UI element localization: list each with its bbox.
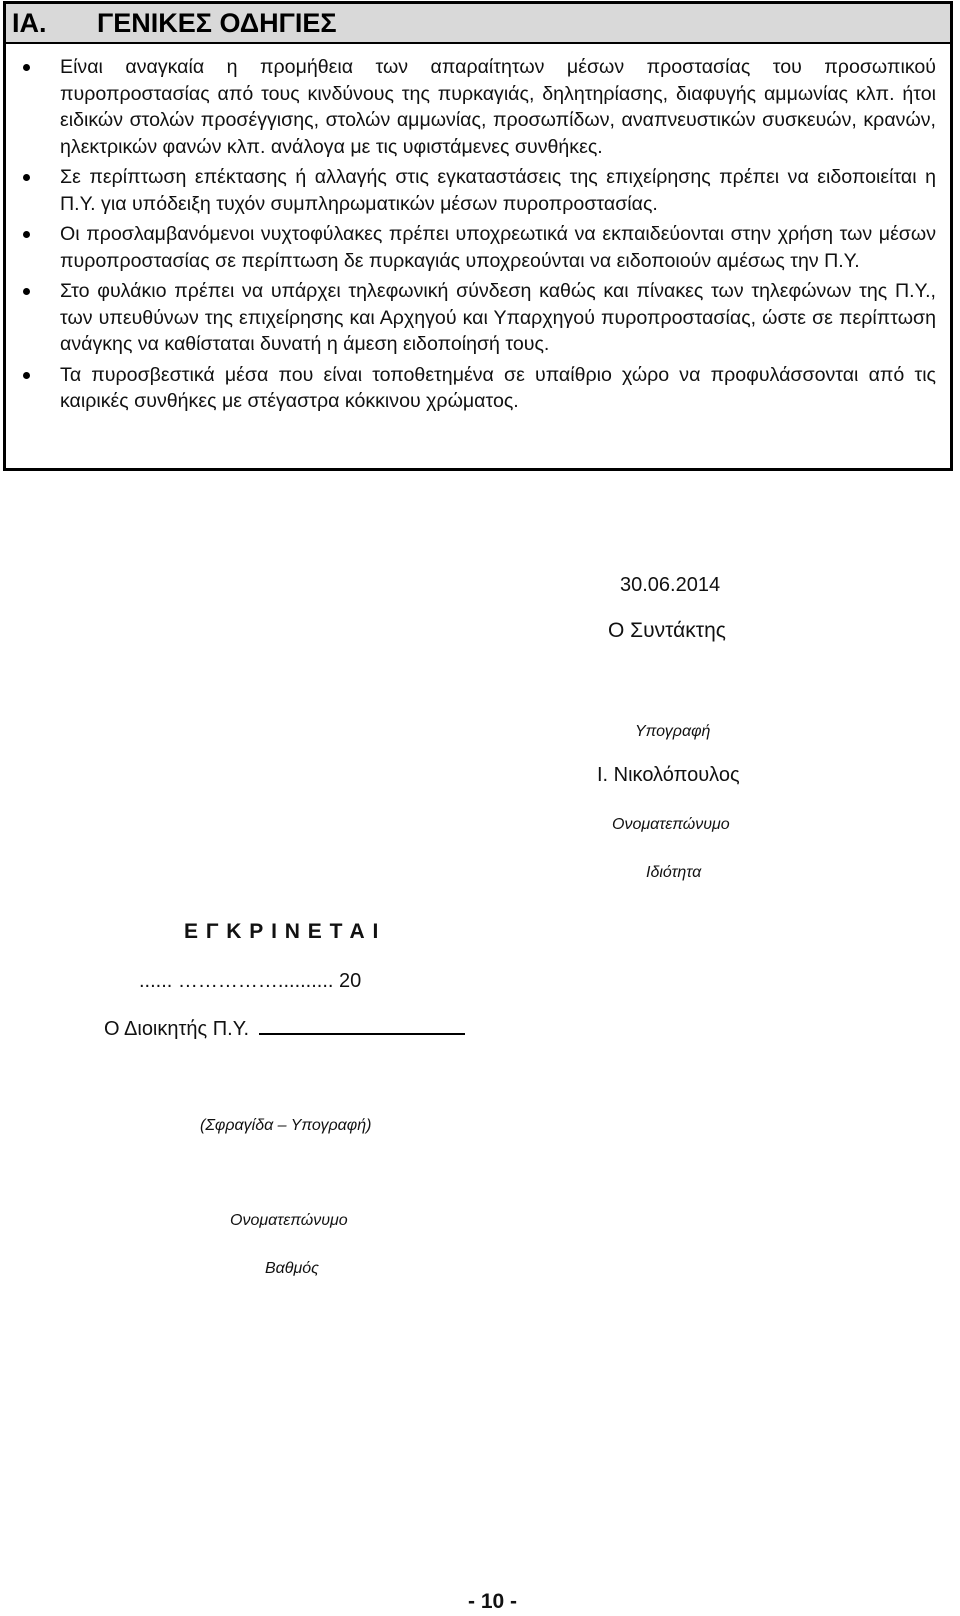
general-instructions-box bbox=[3, 1, 953, 471]
list-item-text: Οι προσλαμβανόμενοι νυχτοφύλακες πρέπει υποχρεωτικά να εκπαιδεύονται στην χρήση των μέσων πυροπροστασίας σε περίπτωση δε πυρκαγιάς υποχρεούνται να ειδοποιούν αμέσως την Π.Υ. bbox=[60, 223, 936, 272]
instructions-list bbox=[6, 54, 950, 419]
author-name: Ι. Νικολόπουλος bbox=[597, 764, 740, 786]
director-label: Ο Διοικητής Π.Υ. bbox=[104, 1018, 250, 1040]
signature-label: Υπογραφή bbox=[635, 723, 711, 740]
section-header bbox=[6, 4, 950, 44]
bullet-icon bbox=[23, 64, 30, 71]
list-item-text: Τα πυροσβεστικά μέσα που είναι τοποθετημένα σε υπαίθριο χώρο να προφυλάσσονται από τις καιρικές συνθήκες με στέγαστρα κόκκινου χρώματος. bbox=[60, 363, 936, 412]
bullet-icon bbox=[23, 288, 30, 295]
author-capacity-label: Ιδιότητα bbox=[646, 864, 702, 881]
list-item bbox=[6, 221, 950, 274]
bullet-icon bbox=[23, 174, 30, 181]
approval-date-line: ...... …………….......... 20 bbox=[139, 970, 362, 992]
list-item-text: Στο φυλάκιο πρέπει να υπάρχει τηλεφωνική σύνδεση καθώς και πίνακες των τηλεφώνων της Π.Υ., των υπευθύνων της επιχείρησης και Αρχηγού και Υπαρχηγού πυροπροστασίας, ώστε σε περίπτωση ανάγκης να καθίσταται δυνατή η άμεση ειδοποίησή τους. bbox=[60, 280, 936, 355]
director-signature-blank bbox=[259, 1016, 465, 1035]
list-item bbox=[6, 54, 950, 160]
section-title: ΓΕΝΙΚΕΣ ΟΔΗΓΙΕΣ bbox=[97, 7, 337, 38]
approval-heading: Ε Γ Κ Ρ Ι Ν Ε Τ Α Ι bbox=[184, 920, 380, 943]
director-rank-label: Βαθμός bbox=[265, 1260, 319, 1277]
author-fullname-label: Ονοματεπώνυμο bbox=[612, 816, 730, 833]
author-label: Ο Συντάκτης bbox=[608, 619, 726, 642]
page-number: - 10 - bbox=[468, 1590, 518, 1613]
bullet-icon bbox=[23, 231, 30, 238]
section-number: ΙΑ. bbox=[12, 7, 47, 38]
director-fullname-label: Ονοματεπώνυμο bbox=[230, 1212, 348, 1229]
list-item bbox=[6, 278, 950, 358]
list-item-text: Είναι αναγκαία η προμήθεια των απαραίτητων μέσων προστασίας του προσωπικού πυροπροστασίας από τους κινδύνους της πυρκαγιάς, δηλητηρίασης, διαφυγής αμμωνίας κλπ. ήτοι ειδικών στολών προσέγγισης, στολών αμμωνίας, προσωπίδων, αναπνευστικών συσκευών, κρανών, ηλεκτρικών φανών κλπ. ανάλογα με τις υφιστάμενες συνθήκες. bbox=[60, 56, 936, 158]
stamp-signature-label: (Σφραγίδα – Υπογραφή) bbox=[200, 1117, 372, 1134]
document-date: 30.06.2014 bbox=[620, 574, 721, 596]
bullet-icon bbox=[23, 372, 30, 379]
list-item bbox=[6, 164, 950, 217]
director-line bbox=[104, 1016, 465, 1041]
list-item-text: Σε περίπτωση επέκτασης ή αλλαγής στις εγκαταστάσεις της επιχείρησης πρέπει να ειδοποιείται η Π.Υ. για υπόδειξη τυχόν συμπληρωματικών μέσων πυροπροστασίας. bbox=[60, 166, 936, 215]
list-item bbox=[6, 362, 950, 415]
